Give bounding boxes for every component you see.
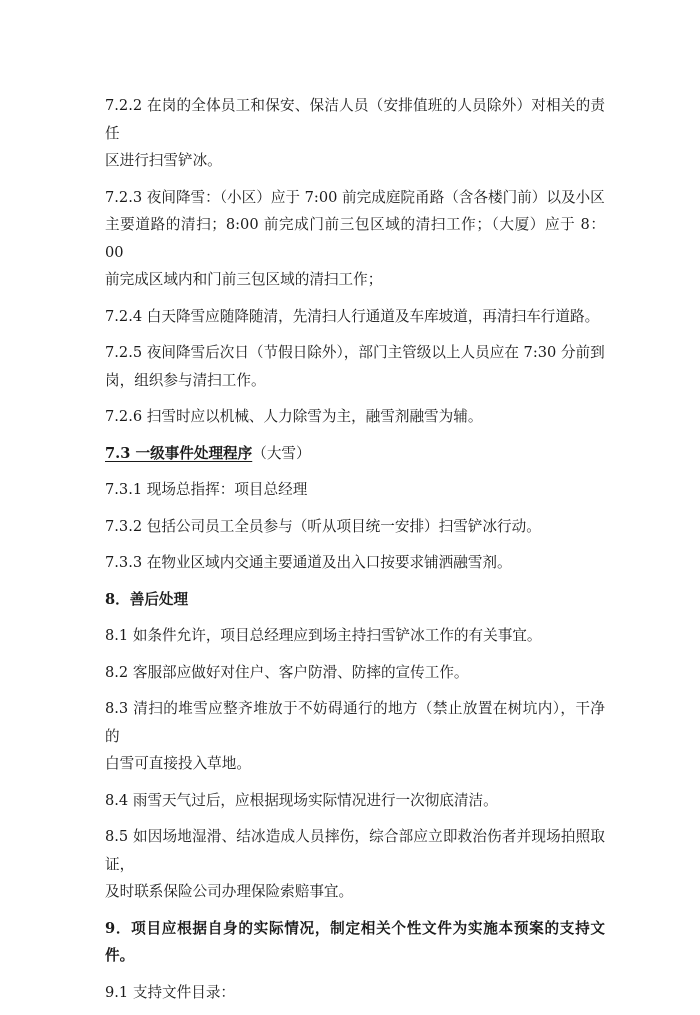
heading-suffix: （大雪） — [252, 444, 311, 462]
text-line: 8.3 清扫的堆雪应整齐堆放于不妨碍通行的地方（禁止放置在树坑内），干净的 — [105, 700, 605, 745]
paragraph-8-5 — [105, 823, 605, 906]
text-line: 前完成区域内和门前三包区域的清扫工作； — [105, 271, 383, 288]
paragraph-9-1 — [105, 979, 605, 1007]
text-line: 7.2.4 白天降雪应随降随清，先清扫人行通道及车库坡道，再清扫车行道路。 — [105, 307, 600, 325]
text-line: 8.5 如因场地湿滑、结冰造成人员摔伤，综合部应立即救治伤者并现场拍照取证， — [105, 828, 605, 873]
text-line: 7.3.2 包括公司员工全员参与（听从项目统一安排）扫雪铲冰行动。 — [105, 517, 541, 535]
paragraph-7-3-3 — [105, 549, 605, 577]
text-line: 区进行扫雪铲冰。 — [105, 152, 222, 169]
text-line: 7.3.3 在物业区域内交通主要通道及出入口按要求铺洒融雪剂。 — [105, 554, 512, 571]
text-line: 白雪可直接投入草地。 — [105, 755, 251, 772]
text-line: 8.2 客服部应做好对住户、客户防滑、防摔的宣传工作。 — [105, 663, 469, 681]
paragraph-7-2-5 — [105, 339, 605, 394]
text-line: 7.2.6 扫雪时应以机械、人力除雪为主，融雪剂融雪为辅。 — [105, 408, 483, 425]
text-line: 岗，组织参与清扫工作。 — [105, 371, 266, 389]
heading-text: 7.3 一级事件处理程序 — [105, 444, 253, 462]
heading-text: 9．项目应根据自身的实际情况，制定相关个性文件为实施本预案的支持文件。 — [105, 919, 605, 964]
section-heading-7-3 — [105, 440, 605, 468]
section-heading-8 — [105, 586, 605, 614]
paragraph-8-2 — [105, 659, 605, 687]
heading-text: 8．善后处理 — [105, 590, 189, 608]
text-line: 7.2.3 夜间降雪：（小区）应于 7:00 前完成庭院甬路（含各楼门前）以及小区 — [105, 188, 605, 206]
paragraph-7-2-4 — [105, 303, 605, 331]
document-page — [105, 92, 605, 1015]
text-line: 及时联系保险公司办理保险索赔事宜。 — [105, 883, 354, 900]
text-line: 主要道路的清扫；8:00 前完成门前三包区域的清扫工作；（大厦）应于 8：00 — [105, 216, 605, 261]
paragraph-7-3-2 — [105, 513, 605, 541]
text-line: 8.1 如条件允许，项目总经理应到场主持扫雪铲冰工作的有关事宜。 — [105, 627, 542, 644]
text-line: 7.2.2 在岗的全体员工和保安、保洁人员（安排值班的人员除外）对相关的责任 — [105, 97, 605, 142]
text-line: 9.1 支持文件目录： — [105, 983, 236, 1001]
paragraph-7-2-3 — [105, 184, 605, 294]
paragraph-8-3 — [105, 695, 605, 778]
paragraph-7-3-1 — [105, 476, 605, 504]
text-line: 7.2.5 夜间降雪后次日（节假日除外），部门主管级以上人员应在 7:30 分前到 — [105, 344, 605, 361]
paragraph-7-2-2 — [105, 92, 605, 175]
text-line: 8.4 雨雪天气过后，应根据现场实际情况进行一次彻底清洁。 — [105, 791, 498, 809]
paragraph-7-2-6 — [105, 403, 605, 431]
paragraph-8-4 — [105, 787, 605, 815]
section-heading-9 — [105, 915, 605, 970]
paragraph-8-1 — [105, 622, 605, 650]
text-line: 7.3.1 现场总指挥：项目总经理 — [105, 481, 308, 498]
